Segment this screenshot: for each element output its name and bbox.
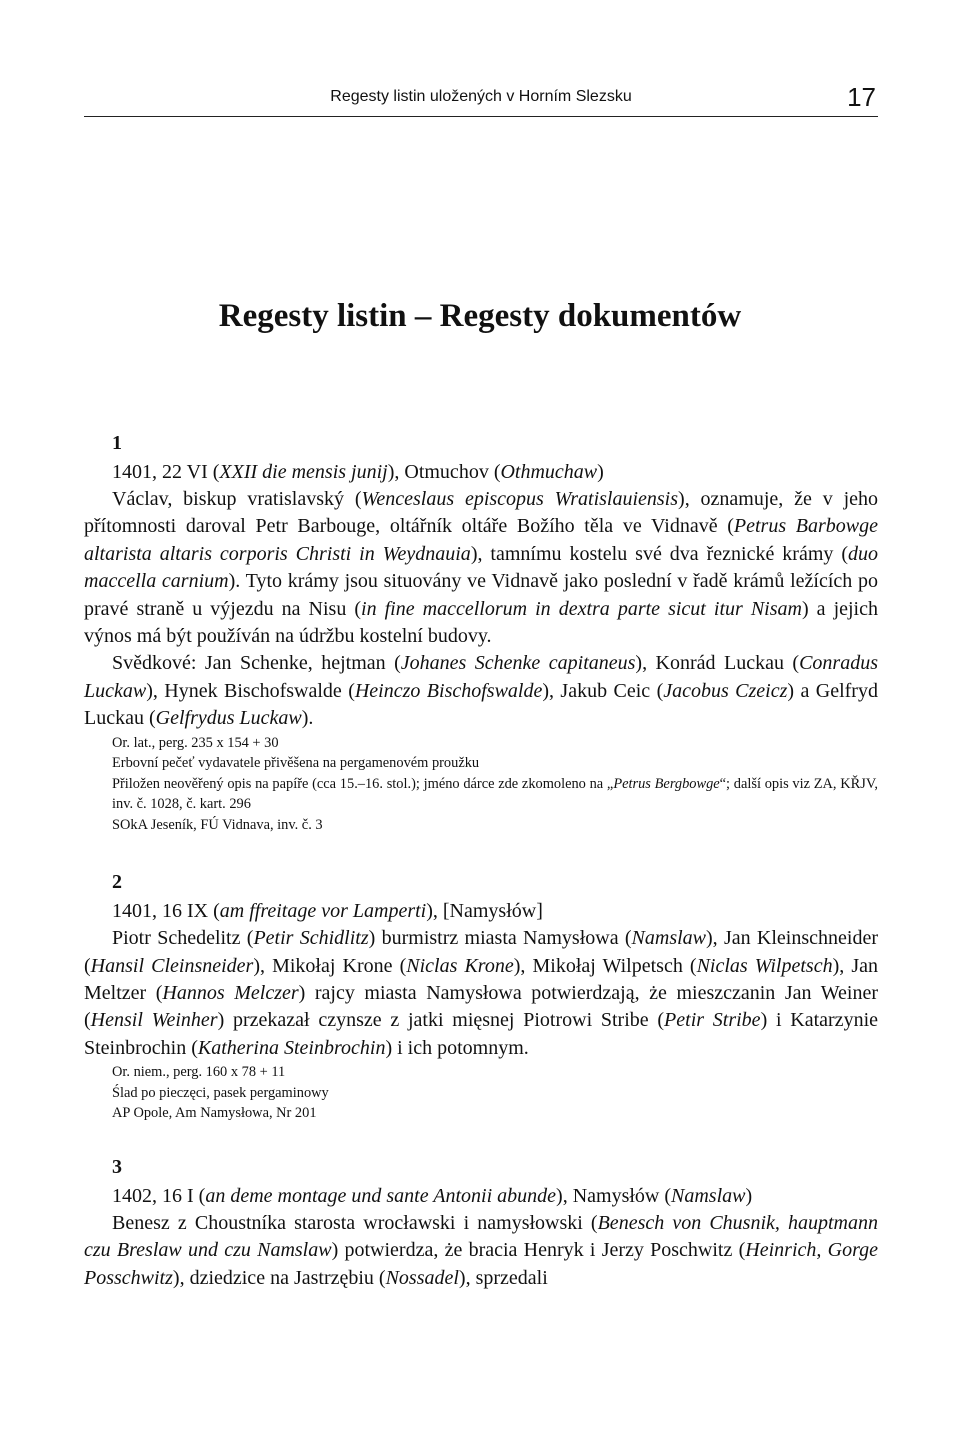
entry-note-original: Or. niem., perg. 160 x 78 + 11 (112, 1064, 286, 1081)
entry-date-place: 1401, 22 VI (XXII die mensis junij), Otmuchov (Othmuchaw) (112, 461, 604, 483)
entry-note-copy: Přiložen neověřený opis na papíře (cca 15.–16. stol.); jméno dárce zde zkomoleno na „Petrus Bergbowge“; další opis viz ZA, KŘJV, inv. č. 1028, č. kart. 296 (112, 775, 878, 813)
entry-number: 3 (112, 1155, 122, 1178)
entry-witnesses: Svědkové: Jan Schenke, hejtman (Johanes Schenke capitaneus), Konrád Luckau (Conradus Luckaw), Hynek Bischofswalde (Heinczo Bischofswalde), Jakub Ceic (Jacobus Czeicz) a Gelfryd Luckau (Gelfrydus Luckaw). (84, 652, 878, 730)
entry-summary: Benesz z Choustníka starosta wrocławski i namysłowski (Benesch von Chusnik, hauptmann czu Breslaw und czu Namslaw) potwierdza, że bracia Henryk i Jerzy Poschwitz (Heinrich, Gorge Posschwitz), dziedzice na Jastrzębiu (Nossadel), sprzedali (84, 1211, 878, 1289)
regest-list (84, 430, 878, 1292)
running-title: Regesty listin uložených v Horním Slezsku (330, 88, 632, 105)
entry-summary: Piotr Schedelitz (Petir Schidlitz) burmistrz miasta Namysłowa (Namslaw), Jan Kleinschneider (Hansil Cleinsneider), Mikołaj Krone (Niclas Krone), Mikołaj Wilpetsch (Niclas Wilpetsch), Jan Meltzer (Hannos Melczer) rajcy miasta Namysłowa potwierdzają, że mieszczanin Jan Weiner (Hensil Weinher) przekazał czynsze z jatki mięsnej Piotrowi Stribe (Petir Stribe) i Katarzynie Steinbrochin (Katherina Steinbrochin) i ich potomnym. (84, 927, 878, 1059)
entry-note-seal: Ślad po pieczęci, pasek pergaminowy (112, 1084, 329, 1101)
entry-number: 2 (112, 871, 122, 894)
entry-note-original: Or. lat., perg. 235 x 154 + 30 (112, 734, 279, 751)
page-number: 17 (847, 82, 876, 112)
entry-note-archive: SOkA Jeseník, FÚ Vidnava, inv. č. 3 (112, 816, 323, 833)
entry-date-place: 1402, 16 I (an deme montage und sante Antonii abunde), Namysłów (Namslaw) (112, 1184, 753, 1207)
entry-number: 1 (112, 432, 122, 454)
regest-entry-2 (84, 869, 878, 1124)
entry-summary: Václav, biskup vratislavský (Wenceslaus episcopus Wratislauiensis), oznamuje, že v jeho přítomnosti daroval Petr Barbouge, oltářník oltáře Božího těla ve Vidnavě (Petrus Barbowge altarista altaris corporis Christi in Weydnauia), tamnímu kostelu své dva řeznické krámy (duo maccella carnium). Tyto krámy jsou situovány ve Vidnavě jako poslední v řadě krámů ležících po pravé straně u výjezdu na Nisu (in fine maccellorum in dextra parte sicut itur Nisam) a jejich výnos má být používán na údržbu kostelní budovy. (84, 488, 879, 648)
entry-note-archive: AP Opole, Am Namysłowa, Nr 201 (112, 1105, 317, 1122)
entry-date-place: 1401, 16 IX (am ffreitage vor Lamperti), [Namysłów] (112, 900, 543, 923)
running-header (84, 82, 878, 117)
regest-entry-3 (84, 1154, 878, 1292)
entry-note-seal: Erbovní pečeť vydavatele přivěšena na pergamenovém proužku (112, 755, 480, 772)
regest-entry-1 (84, 430, 878, 835)
page-title: Regesty listin – Regesty dokumentów (218, 298, 742, 334)
